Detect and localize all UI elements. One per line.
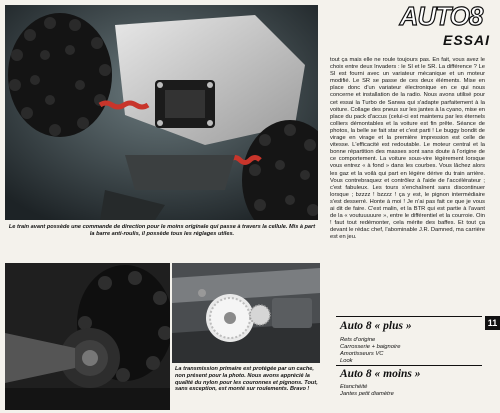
photo-buggy-front-train-image [5, 5, 318, 220]
plus-title: Auto 8 « plus » [340, 320, 412, 332]
photo-wheel-detail [5, 263, 170, 410]
list-item: Carrosserie + baignoire [340, 344, 401, 350]
list-item: Amortisseurs VC [340, 351, 384, 357]
photo-transmission [172, 263, 320, 363]
logo-text: AUTO8 [399, 1, 483, 31]
photo-buggy-front-train [5, 5, 318, 220]
list-item: Jantes petit diamètre [340, 391, 394, 397]
list-item: Look [340, 358, 353, 364]
photo-transmission-image [172, 263, 320, 363]
list-item: Etanchéité [340, 384, 368, 390]
minus-title: Auto 8 « moins » [340, 368, 421, 380]
article-body: tout ça mais elle ne roule toujours pas. En fait, vous avez le choix entre deux Invaders : le SI et le SR. La différence ? Le SI est fourni avec un variateur mécanique et un moteur modifié. Le SR se passe de ces deux éléments. Mise en place donc d'un variateur électronique en ce qui nous concerne et installation de la radio. Nous avons utilisé pour cet essai la Turbo de Sanwa qui s'adapte parfaitement à la voiture. Collage des pneus sur les jantes à la cyano, mise en place du pack d'accus (celui-ci est maintenu par les éternels colliers démontables et la voiture est fin prête. Séance de photos, la belle se fait star et c'est parti ! Le buggy bondit de virage en virage et la première impression est celle de vitesse. L'efficacité est redoutable. Le moteur central et la bonne répartition des masses sont sans doute à l'origine de ce comportement. La voiture sous-vire légèrement lorsque vous entrez « à fond » dans les courbes. Vous lâchez alors les gaz et la voilà qui part en légère dérive du train arrière. Vous contrebraquez et contrôlez à l'aide de l'accélérateur ; c'est fabuleux. Les tours s'enchaînent sans discontinuer lorsque ; bzzzz ! bzzzz ! ça y est, le pignon intermédiaire s'est desserré. Honte à moi ! Je n'ai pas fait ce que je vous ai dit de faire. C'est malin, et la BTR qui est partie à l'avant de la « voutuuuuure », entre le différentiel et la courroie. Oin ! faut tout redémonter, cela mérite des baffes. Et tout ça devant le rédac chef, l'abominable J.R. Damned, ma carrière est en jeu. [330, 57, 485, 241]
box-divider-top [336, 316, 482, 317]
box-divider-middle [336, 365, 482, 366]
caption-transmission: La transmission primaire est protégée par un cache, non présent pour la photo. Nous avons apprécié la qualité du nylon pour les couronnes et pignons. Tout, sans exception, est monté sur roulements. Bravo ! [175, 366, 318, 393]
magazine-logo [386, 2, 496, 52]
minus-list [340, 384, 394, 398]
section-label: ESSAI [442, 32, 490, 48]
photo-wheel-detail-image [5, 263, 170, 410]
plus-list [340, 337, 400, 365]
list-item: Rets d'origine [340, 337, 376, 343]
page-number: 11 [485, 316, 500, 330]
caption-front-train: Le train avant possède une commande de direction pour le moins originale qui passe à travers la cellule. Mis à part la barre anti-roulis, il possède tous les réglages utiles. [8, 224, 316, 237]
